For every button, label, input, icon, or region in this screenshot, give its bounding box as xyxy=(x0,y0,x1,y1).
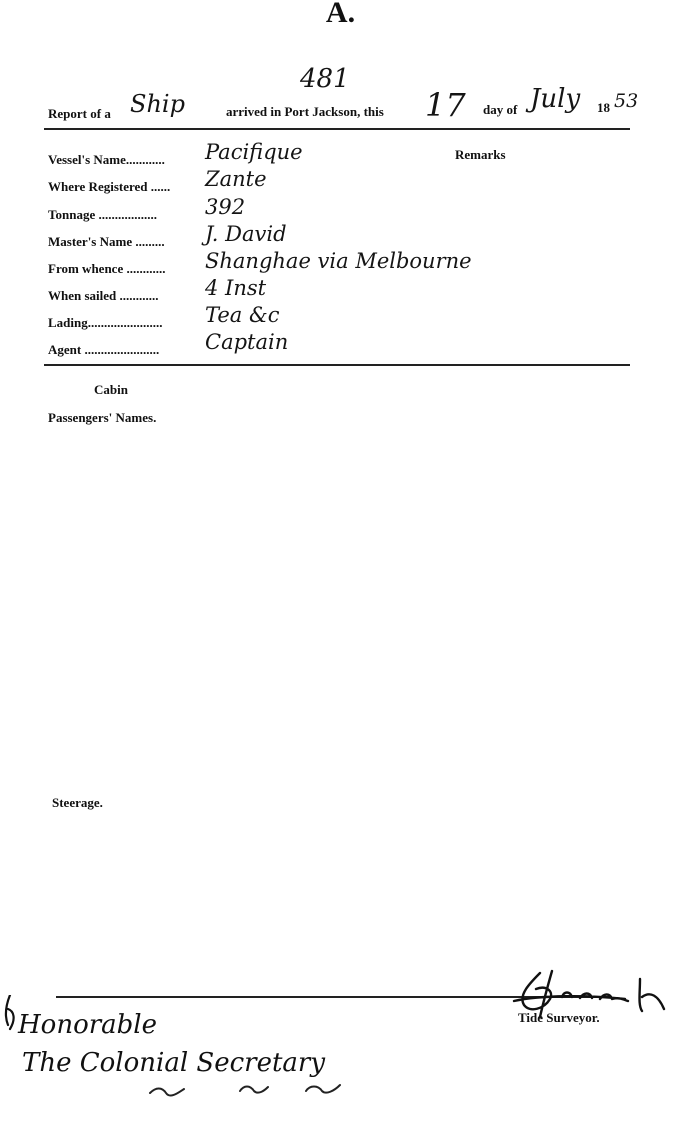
vessel-type: Ship xyxy=(130,90,185,118)
field-value-masters-name: J. David xyxy=(205,222,287,246)
field-value-tonnage: 392 xyxy=(205,195,246,219)
address-line-1: Honorable xyxy=(18,1010,158,1040)
steerage-label: Steerage. xyxy=(52,795,103,810)
field-label-agent: Agent ....................... xyxy=(48,342,160,357)
header-rule xyxy=(44,128,630,130)
remarks-label: Remarks xyxy=(455,147,506,162)
addressee-inscription xyxy=(0,995,360,1110)
surveyor-signature xyxy=(500,965,675,1020)
form-letter: A. xyxy=(325,0,356,29)
field-value-where-registered: Zante xyxy=(205,167,267,191)
form-number: 481 xyxy=(300,64,350,94)
passengers-label: Passengers' Names. xyxy=(48,410,157,425)
address-line-2: The Colonial Secretary xyxy=(22,1048,326,1078)
field-value-when-sailed: 4 Inst xyxy=(205,276,267,300)
field-label-lading: Lading....................... xyxy=(48,315,163,330)
field-label-where-registered: Where Registered ...... xyxy=(48,179,171,194)
report-of-label: Report of a xyxy=(48,106,111,121)
tide-surveyor-label: Tide Surveyor. xyxy=(518,1010,600,1025)
field-label-when-sailed: When sailed ............ xyxy=(48,288,159,303)
field-label-from-whence: From whence ............ xyxy=(48,261,166,276)
arrival-month: July xyxy=(530,84,581,114)
arrival-day: 17 xyxy=(425,86,466,124)
year-suffix: 53 xyxy=(614,90,639,112)
details-rule xyxy=(44,364,630,366)
year-prefix: 18 xyxy=(597,100,610,115)
field-label-vessel-name: Vessel's Name............ xyxy=(48,152,165,167)
field-label-masters-name: Master's Name ......... xyxy=(48,234,165,249)
field-value-lading: Tea &c xyxy=(205,303,280,327)
cabin-label: Cabin xyxy=(94,382,128,397)
arrived-label: arrived in Port Jackson, this xyxy=(226,104,384,119)
day-of-label: day of xyxy=(483,102,518,117)
field-label-tonnage: Tonnage .................. xyxy=(48,207,157,222)
field-value-agent: Captain xyxy=(205,330,289,354)
field-value-vessel-name: Pacifique xyxy=(205,140,303,164)
field-value-from-whence: Shanghae via Melbourne xyxy=(205,249,472,273)
